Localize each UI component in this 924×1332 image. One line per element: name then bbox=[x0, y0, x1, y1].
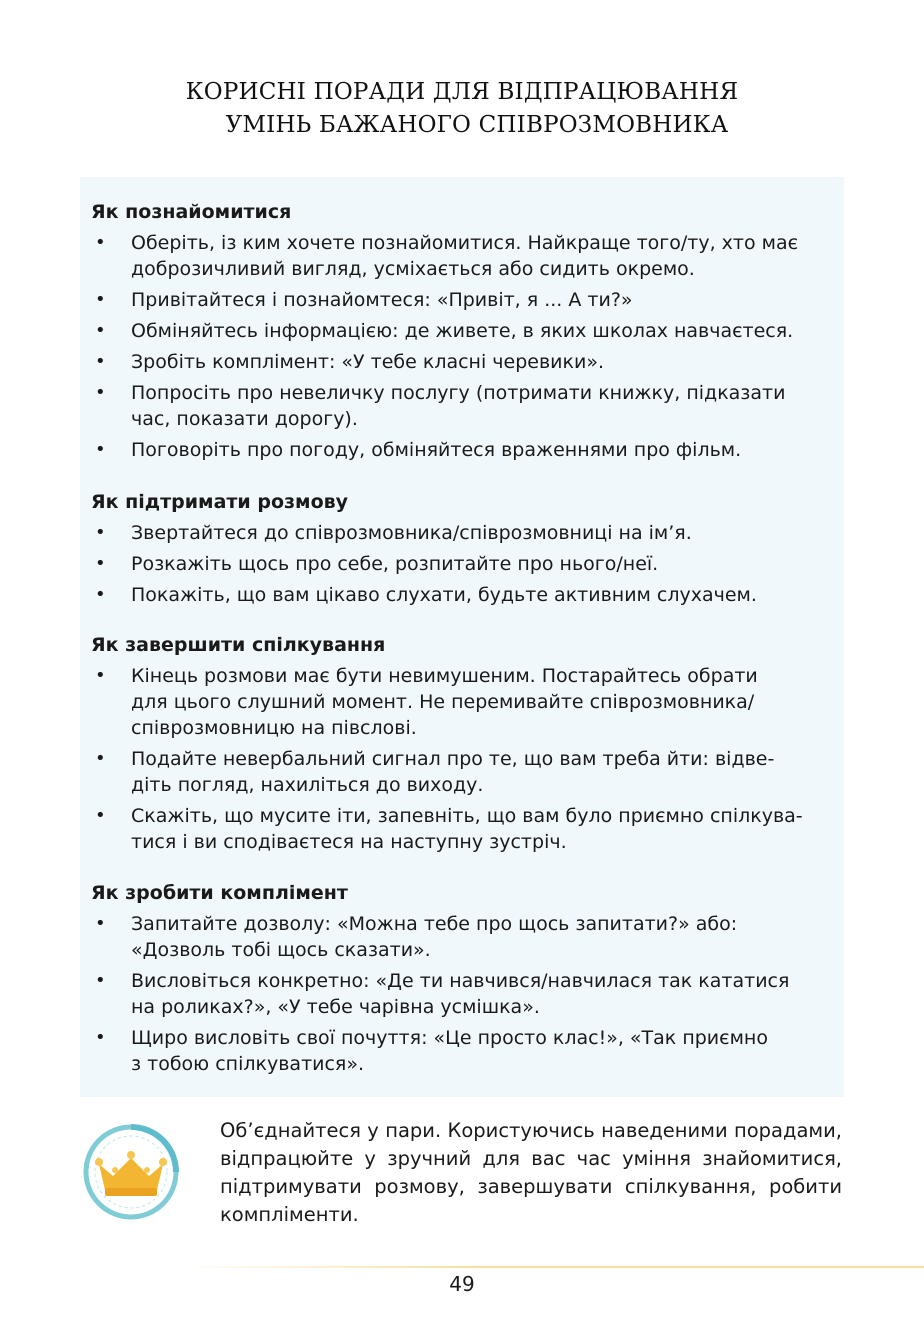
list-item: • Зробіть комплімент: «У тебе класні черевики». bbox=[95, 351, 604, 373]
bullet-icon: • bbox=[95, 970, 106, 991]
section-heading: Як познайомитися bbox=[91, 201, 292, 223]
section-heading: Як зробити комплімент bbox=[91, 882, 348, 904]
page-title bbox=[0, 76, 924, 142]
title-line-1: КОРИСНІ ПОРАДИ ДЛЯ ВІДПРАЦЮВАННЯ bbox=[185, 79, 739, 105]
list-item: • Щиро висловіть свої почуття: «Це просто клас!», «Так приємно з тобою спілкуватися». bbox=[95, 1027, 768, 1075]
section-compliment bbox=[80, 880, 844, 1077]
list-item: • Оберіть, із ким хочете познайомитися. Найкраще того/ту, хто має доброзичливий вигляд, усміхається або сидить окремо. bbox=[95, 232, 799, 280]
section-get-acquainted bbox=[80, 199, 844, 463]
section-heading: Як завершити спілкування bbox=[91, 634, 386, 656]
list-item: • Покажіть, що вам цікаво слухати, будьте активним слухачем. bbox=[95, 584, 757, 606]
title-line-2: УМІНЬ БАЖАНОГО СПІВРОЗМОВНИКА bbox=[225, 112, 729, 138]
section-heading: Як підтримати розмову bbox=[91, 491, 349, 513]
tips-list bbox=[80, 520, 844, 608]
crown-icon bbox=[83, 1124, 179, 1220]
list-item: • Скажіть, що мусите іти, запевніть, що вам було приємно спілкува- тися і ви сподіваєтеся на наступну зустріч. bbox=[95, 805, 803, 853]
tips-list bbox=[80, 663, 844, 855]
section-end-conversation bbox=[80, 632, 844, 855]
list-item: • Висловіться конкретно: «Де ти навчився/навчилася так кататися на роликах?», «У тебе чарівна усмішка». bbox=[95, 970, 790, 1018]
list-item: • Обміняйтесь інформацією: де живете, в яких школах навчаєтеся. bbox=[95, 320, 794, 342]
bullet-icon: • bbox=[95, 665, 106, 686]
list-item: • Поговоріть про погоду, обміняйтеся враженнями про фільм. bbox=[95, 439, 742, 461]
bullet-icon: • bbox=[95, 289, 106, 310]
tips-panel bbox=[80, 177, 844, 1097]
tips-list bbox=[80, 911, 844, 1077]
bullet-icon: • bbox=[95, 439, 106, 460]
bullet-icon: • bbox=[95, 232, 106, 253]
bullet-icon: • bbox=[95, 584, 106, 605]
bullet-icon: • bbox=[95, 805, 106, 826]
list-item: • Привітайтеся і познайомтеся: «Привіт, я ... А ти?» bbox=[95, 289, 633, 311]
list-item: • Кінець розмови має бути невимушеним. Постарайтесь обрати для цього слушний момент. Не перемивайте співрозмовника/ співрозмовницю на півслові. bbox=[95, 665, 758, 739]
section-keep-conversation bbox=[80, 489, 844, 608]
task-text: Об’єднайтеся у пари. Користуючись наведеними порадами, відпрацюйте у зручний для вас час уміння знайомитися, підтримувати розмову, завершувати спілкування, робити компліменти. bbox=[220, 1119, 842, 1226]
list-item: • Звертайтеся до співрозмовника/співрозмовниці на ім’я. bbox=[95, 522, 692, 544]
list-item: • Попросіть про невеличку послугу (потримати книжку, підказати час, показати дорогу). bbox=[95, 382, 786, 430]
bullet-icon: • bbox=[95, 522, 106, 543]
bullet-icon: • bbox=[95, 382, 106, 403]
bullet-icon: • bbox=[95, 913, 106, 934]
bullet-icon: • bbox=[95, 320, 106, 341]
tips-list bbox=[80, 230, 844, 463]
footer-divider bbox=[180, 1266, 924, 1268]
list-item: • Запитайте дозволу: «Можна тебе про щось запитати?» або: «Дозволь тобі щось сказати». bbox=[95, 913, 738, 961]
bullet-icon: • bbox=[95, 553, 106, 574]
list-item: • Розкажіть щось про себе, розпитайте про нього/неї. bbox=[95, 553, 659, 575]
bullet-icon: • bbox=[95, 748, 106, 769]
bullet-icon: • bbox=[95, 1027, 106, 1048]
page-number: 49 bbox=[449, 1272, 475, 1296]
list-item: • Подайте невербальний сигнал про те, що вам треба йти: відве- діть погляд, нахиліться до виходу. bbox=[95, 748, 775, 796]
bullet-icon: • bbox=[95, 351, 106, 372]
